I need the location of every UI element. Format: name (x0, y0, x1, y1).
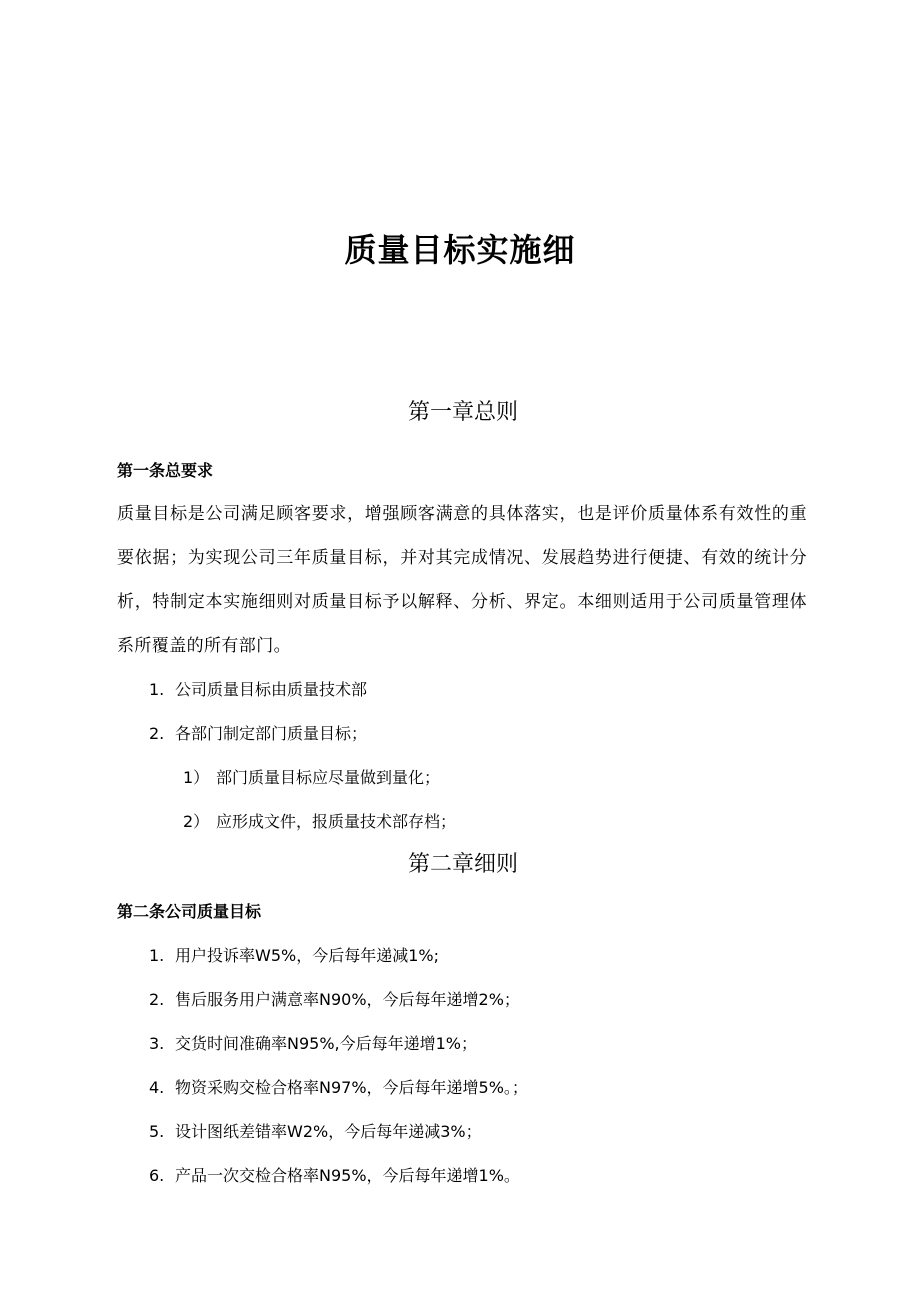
article-1-heading: 第一条总要求 (117, 461, 214, 480)
list-item-text: 设计图纸差错率W2%，今后每年递减3%； (175, 1122, 482, 1141)
list-item-text: 售后服务用户满意率N90%，今后每年递增2%； (175, 990, 520, 1009)
list-item-number: 1. (149, 680, 165, 699)
list-item-text: 产品一次交检合格率N95%，今后每年递增1%。 (175, 1166, 520, 1185)
list-item (149, 1076, 528, 1100)
list-item-number: 2. (149, 724, 165, 743)
list-item-number: 1. (149, 946, 165, 965)
chapter-2-heading: 第二章细则 (407, 852, 518, 877)
list-item (149, 678, 367, 702)
list-item-number: 4. (149, 1078, 165, 1097)
list-item (149, 944, 439, 968)
list-item (149, 1032, 477, 1056)
document-title: 质量目标实施细 (344, 231, 576, 269)
list-item-number: 3. (149, 1034, 165, 1053)
list-item-number: 6. (149, 1166, 165, 1185)
list-item (149, 722, 367, 746)
sub-list-item (183, 766, 440, 790)
article-2-heading: 第二条公司质量目标 (117, 902, 262, 921)
article-1-paragraph: 质量目标是公司满足顾客要求，增强顾客满意的具体落实，也是评价质量体系有效性的重要依据；为实现公司三年质量目标，并对其完成情况、发展趋势进行便捷、有效的统计分析，特制定本实施细则对质量目标予以解释、分析、界定。本细则适用于公司质量管理体系所覆盖的所有部门。 (117, 504, 807, 656)
list-item-number: 5. (149, 1122, 165, 1141)
list-item-text: 公司质量目标由质量技术部 (175, 680, 368, 699)
list-item-text: 物资采购交检合格率N97%，今后每年递增5%。； (175, 1078, 528, 1097)
list-item (149, 1120, 482, 1144)
list-item (149, 988, 520, 1012)
list-item-text: 各部门制定部门质量目标； (175, 724, 368, 743)
list-item-text: 交货时间准确率N95%,今后每年递增1%； (175, 1034, 478, 1053)
sub-list-item-text: 部门质量目标应尽量做到量化； (216, 768, 441, 787)
list-item (149, 1164, 520, 1188)
sub-list-item-text: 应形成文件，报质量技术部存档； (216, 812, 457, 831)
sub-list-item-number: 1） (183, 768, 210, 787)
sub-list-item (183, 810, 456, 834)
list-item-number: 2. (149, 990, 165, 1009)
list-item-text: 用户投诉率W5%，今后每年递减1%; (175, 946, 439, 965)
chapter-1-heading: 第一章总则 (407, 400, 518, 425)
sub-list-item-number: 2） (183, 812, 210, 831)
